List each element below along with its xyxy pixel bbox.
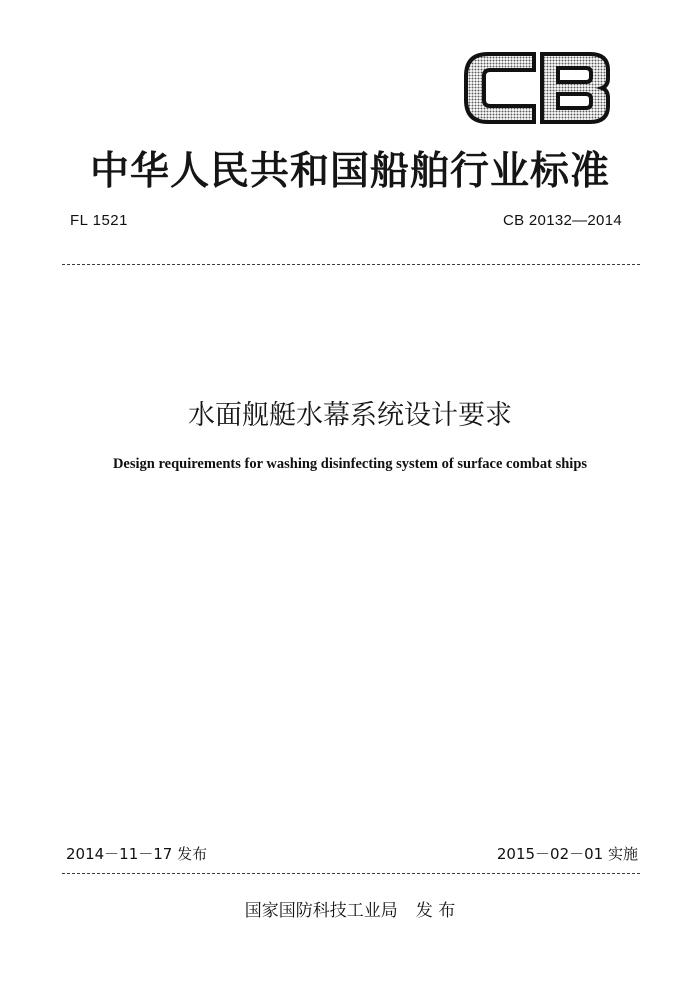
issue-date: 2014－11－17 发布: [66, 845, 208, 863]
header-divider: [62, 264, 640, 265]
standard-name: 中华人民共和国船舶行业标准: [89, 149, 610, 194]
implementation-date: 2015－02－01 实施: [496, 845, 638, 863]
cb-logo: [462, 50, 614, 126]
document-title-english: Design requirements for washing disinfecting system of surface combat ships: [112, 456, 588, 472]
issue-action: 发 布: [415, 901, 456, 921]
classification-code: FL 1521: [70, 212, 128, 229]
footer-divider: [62, 873, 640, 874]
standard-number: CB 20132—2014: [503, 212, 622, 229]
document-title-chinese: 水面舰艇水幕系统设计要求: [188, 400, 512, 431]
publisher-line: [100, 896, 600, 921]
issuing-authority: 国家国防科技工业局: [244, 901, 398, 921]
